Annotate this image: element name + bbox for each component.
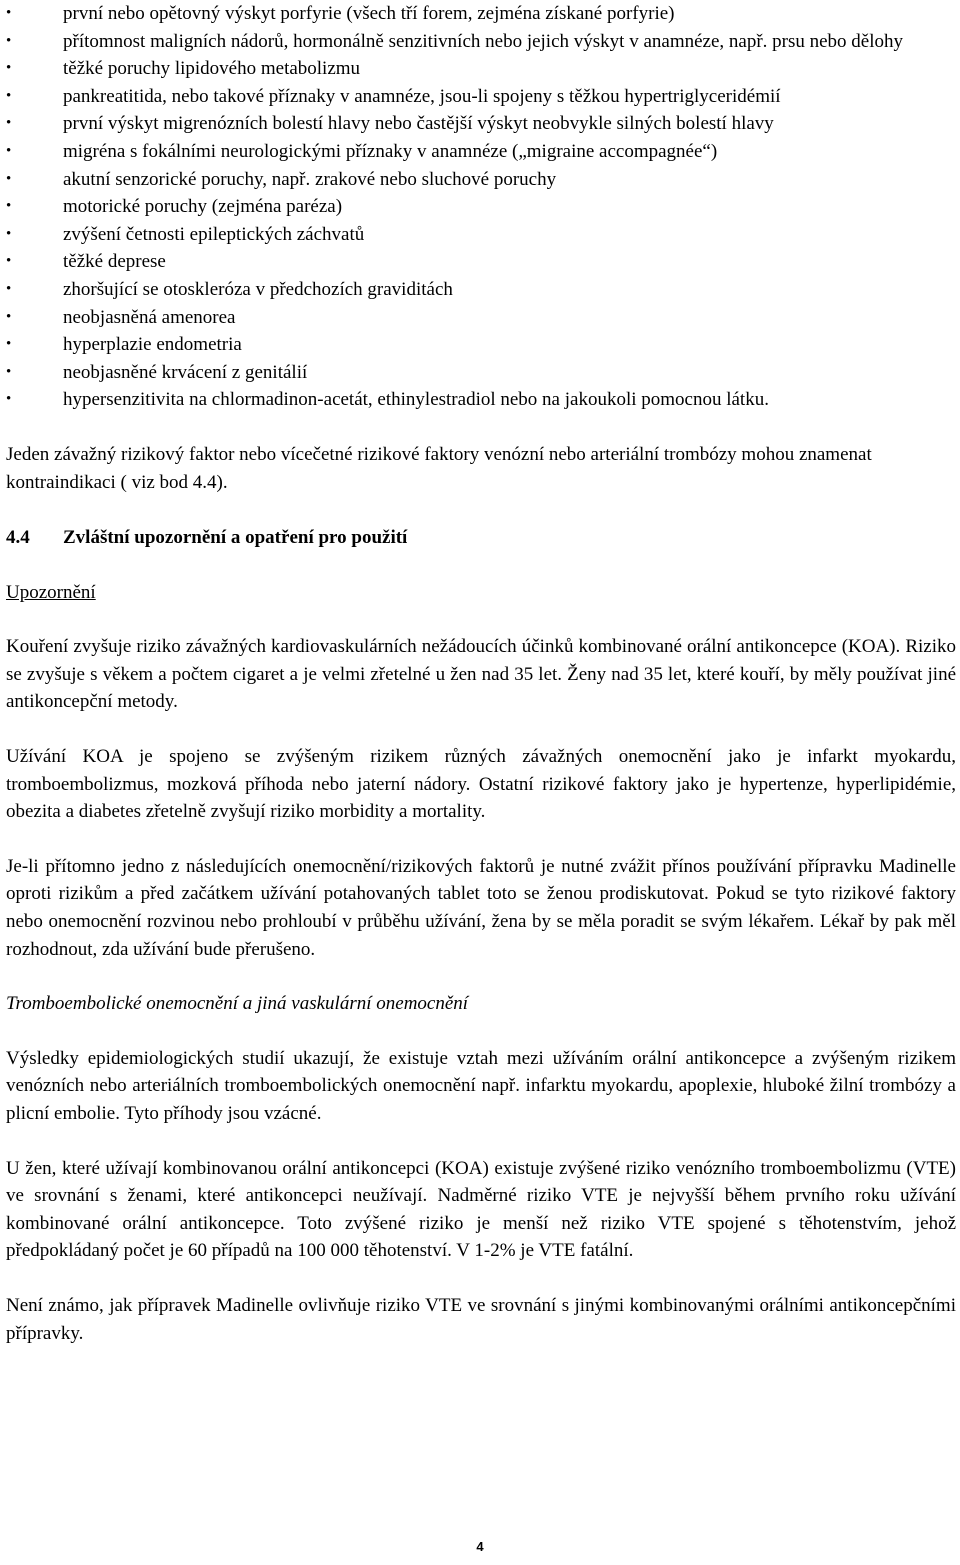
bullet-icon: • xyxy=(6,198,12,215)
section-number: 4.4 xyxy=(6,527,30,549)
bullet-icon: • xyxy=(6,32,12,49)
list-item: • první nebo opětovný výskyt porfyrie (všech tří forem, zejména získané porfyrie) xyxy=(6,0,956,28)
bullet-icon: • xyxy=(6,60,12,77)
bullet-icon: • xyxy=(6,336,12,353)
section-title: Zvláštní upozornění a opatření pro použití xyxy=(63,527,408,549)
bullet-icon: • xyxy=(6,170,12,187)
list-item: • přítomnost maligních nádorů, hormonálně senzitivních nebo jejich výskyt v anamnéze, např. prsu nebo dělohy xyxy=(6,28,956,56)
bullet-icon: • xyxy=(6,87,12,104)
contraindication-list xyxy=(6,0,956,414)
list-item: • akutní senzorické poruchy, např. zrakové nebo sluchové poruchy xyxy=(6,166,956,194)
list-item: • těžké deprese xyxy=(6,248,956,276)
bullet-icon: • xyxy=(6,225,12,242)
subheading-warnings: Upozornění xyxy=(6,581,96,603)
paragraph: Výsledky epidemiologických studií ukazují, že existuje vztah mezi užíváním orální antikoncepce a zvýšeným rizikem venózních nebo arteriálních tromboembolických onemocnění např. infarktu myokardu, apoplexie, hluboké žilní trombózy a plicní embolie. Tyto příhody jsou vzácné. xyxy=(6,1047,956,1124)
subheading-thromboembolic: Tromboembolické onemocnění a jiná vaskulární onemocnění xyxy=(6,993,469,1015)
paragraph: Je-li přítomno jedno z následujících onemocnění/rizikových faktorů je nutné zvážit přínos používání přípravku Madinelle oproti rizikům a před začátkem užívání potahovaných tablet toto se ženou prodiskutovat. Pokud se tyto rizikové faktory nebo onemocnění rozvinou nebo prohloubí v průběhu užívání, žena by se měla poradit se svým lékařem. Lékař by pak měl rozhodnout, zda užívání bude přerušeno. xyxy=(6,855,956,960)
list-item: • neobjasněná amenorea xyxy=(6,304,956,332)
section-heading xyxy=(6,524,956,552)
bullet-icon: • xyxy=(6,253,12,270)
list-item: • pankreatitida, nebo takové příznaky v anamnéze, jsou-li spojeny s těžkou hypertriglyceridémií xyxy=(6,83,956,111)
paragraph: Není známo, jak přípravek Madinelle ovlivňuje riziko VTE ve srovnání s jinými kombinovanými orálními antikoncepčními přípravky. xyxy=(6,1294,956,1344)
list-item: • migréna s fokálními neurologickými příznaky v anamnéze („migraine accompagnée“) xyxy=(6,138,956,166)
bullet-icon: • xyxy=(6,115,12,132)
bullet-icon: • xyxy=(6,142,12,159)
bullet-icon: • xyxy=(6,391,12,408)
risk-factor-paragraph: Jeden závažný rizikový faktor nebo vícečetné rizikové faktory venózní nebo arteriální trombózy mohou znamenat kontraindikaci ( viz bod 4.4). xyxy=(6,443,872,493)
bullet-icon: • xyxy=(6,5,12,21)
list-item: • zhoršující se otoskleróza v předchozích graviditách xyxy=(6,276,956,304)
list-item: • hypersenzitivita na chlormadinon-acetát, ethinylestradiol nebo na jakoukoli pomocnou látku. xyxy=(6,386,956,414)
page-number: 4 xyxy=(476,1539,484,1554)
list-item: • hyperplazie endometria xyxy=(6,331,956,359)
list-item: • první výskyt migrenózních bolestí hlavy nebo častější výskyt neobvykle silných bolestí hlavy xyxy=(6,110,956,138)
list-item: • neobjasněné krvácení z genitálií xyxy=(6,359,956,387)
paragraph: Kouření zvyšuje riziko závažných kardiovaskulárních nežádoucích účinků kombinované orální antikoncepce (KOA). Riziko se zvyšuje s věkem a počtem cigaret a je velmi zřetelné u žen nad 35 let. Ženy nad 35 let, které kouří, by měly používat jiné antikoncepční metody. xyxy=(6,636,956,713)
paragraph: Užívání KOA je spojeno se zvýšeným rizikem různých závažných onemocnění jako je infarkt myokardu, tromboembolizmus, mozková příhoda nebo jaterní nádory. Ostatní rizikové faktory jako je hypertenze, hyperlipidémie, obezita a diabetes zřetelně zvyšují riziko morbidity a mortality. xyxy=(6,746,956,823)
bullet-icon: • xyxy=(6,280,12,297)
bullet-icon: • xyxy=(6,363,12,380)
list-item: • zvýšení četnosti epileptických záchvatů xyxy=(6,221,956,249)
list-item: • těžké poruchy lipidového metabolizmu xyxy=(6,55,956,83)
list-item: • motorické poruchy (zejména paréza) xyxy=(6,193,956,221)
paragraph: U žen, které užívají kombinovanou orální antikoncepci (KOA) existuje zvýšené riziko venózního tromboembolizmu (VTE) ve srovnání s ženami, které antikoncepci neužívají. Nadměrné riziko VTE je nejvyšší během prvního roku užívání kombinované orální antikoncepce. Toto zvýšené riziko je menší než riziko VTE spojené s těhotenstvím, jehož předpokládaný počet je 60 případů na 100 000 těhotenství. V 1-2% je VTE fatální. xyxy=(6,1157,956,1262)
bullet-icon: • xyxy=(6,308,12,325)
document-page xyxy=(6,0,956,1347)
